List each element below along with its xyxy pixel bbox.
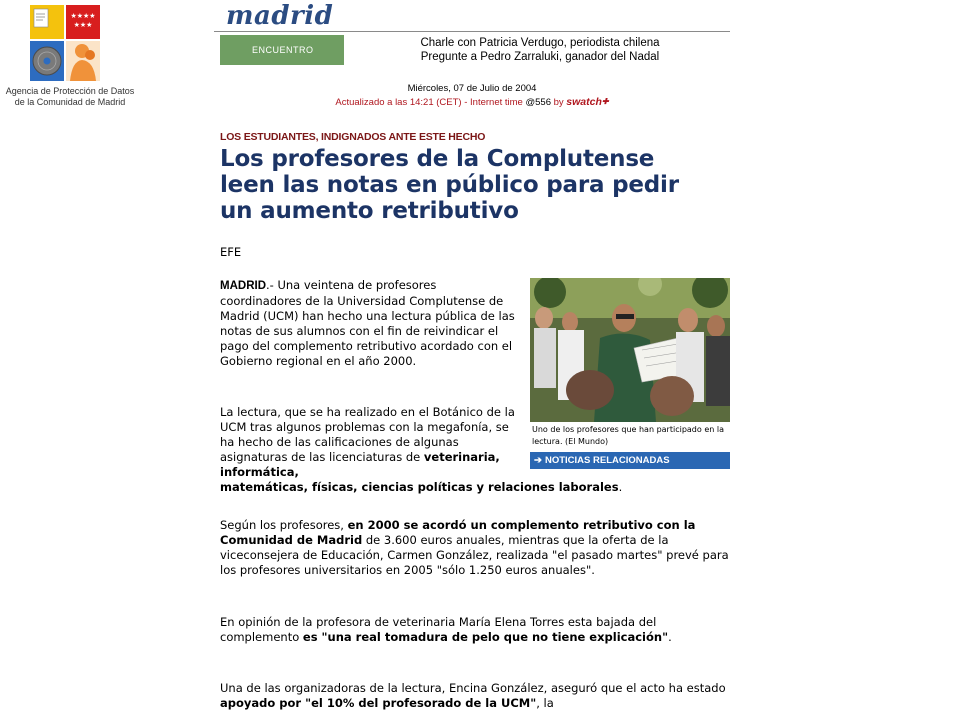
internet-time: @556 — [525, 97, 551, 108]
paragraph-3-text-2: de 3.600 euros anuales, mientras que la oferta de la viceconsejera de Educación, Carmen González, realizada "el pasado martes" prevé para los profesores universitarios en 2005 "sólo 1.250 euros anuales". — [220, 533, 729, 577]
paragraph-3-bold: en 2000 se acordó un complemento retributivo con la Comunidad de Madrid — [220, 518, 696, 547]
paragraph-2-narrow — [220, 405, 522, 480]
promo-link-2[interactable]: Pregunte a Pedro Zarraluki, ganador del Nadal — [420, 51, 660, 63]
agency-name-line-1: Agencia de Protección de Datos — [5, 86, 135, 96]
article-paragraph-3 — [220, 518, 732, 578]
related-news-label: NOTICIAS RELACIONADAS — [544, 455, 670, 466]
paragraph-2-bold-2: matemáticas, físicas, ciencias políticas y relaciones laborales — [220, 480, 619, 494]
article-photo[interactable] — [530, 278, 730, 422]
agency-logo-icon — [30, 5, 100, 83]
dateline — [214, 82, 730, 109]
paragraph-2-end: . — [618, 480, 623, 494]
paragraph-1-text: .- Una veintena de profesores coordinadores de la Universidad Complutense de Madrid (UCM) han hecho una lectura pública de las notas de sus alumnos con el fin de reivindicar el pago del complemento retributivo acordado con el Gobierno regional en el año 2000. — [220, 278, 515, 368]
paragraph-4-bold: es "una real tomadura de pelo que no tiene explicación" — [302, 630, 669, 644]
paragraph-5-bold: apoyado por "el 10% del profesorado de la UCM" — [220, 696, 537, 710]
paragraph-5-text-1: Una de las organizadoras de la lectura, Encina González, aseguró que el acto ha estado — [220, 681, 726, 695]
dateline-city: MADRID — [220, 280, 266, 292]
promo-bar — [220, 35, 730, 65]
agency-name-line-2: de la Comunidad de Madrid — [14, 97, 126, 107]
arrow-right-icon: ➔ — [534, 455, 542, 466]
logo-document-shape — [34, 9, 48, 27]
swatch-logo[interactable]: swatch — [566, 96, 602, 108]
section-tag-encuentro[interactable]: ENCUENTRO — [220, 35, 344, 65]
agency-logo — [0, 0, 140, 115]
paragraph-3-text-1: Según los profesores, — [220, 518, 348, 532]
svg-text:★★★: ★★★ — [73, 21, 93, 29]
article-paragraph-4 — [220, 615, 732, 645]
article-headline — [220, 146, 730, 224]
article-kicker: LOS ESTUDIANTES, INDIGNADOS ANTE ESTE HECHO — [220, 131, 486, 143]
promo-links — [350, 36, 730, 64]
by-word: by — [550, 97, 567, 108]
paragraph-2-text: La lectura, que se ha realizado en el Botánico de la UCM tras algunos problemas con la megafonía, se ha hecho de las calificaciones de algunas asignaturas de las licenciaturas de — [220, 405, 515, 464]
paragraph-4-text-2: . — [668, 630, 672, 644]
article-paragraph-5 — [220, 681, 732, 711]
promo-link-1[interactable]: Charle con Patricia Verdugo, periodista chilena — [420, 37, 660, 49]
article-paragraph-1 — [220, 278, 518, 369]
masthead — [214, 0, 730, 32]
publication-date: Miércoles, 07 de Julio de 2004 — [407, 83, 537, 94]
headline-line-2: leen las notas en público para pedir — [220, 172, 679, 198]
paragraph-4-text-1: En opinión de la profesora de veterinaria María Elena Torres esta bajada del complemento — [220, 615, 657, 644]
article-paragraph-2 — [220, 405, 730, 495]
update-time-prefix: Actualizado a las 14:21 (CET) - Internet time — [335, 97, 526, 108]
masthead-logo[interactable]: madrid — [226, 1, 334, 31]
paragraph-2-bold-1: veterinaria, informática, — [220, 450, 500, 479]
agency-name — [0, 86, 140, 108]
article-byline: EFE — [220, 245, 242, 259]
article-page — [214, 0, 736, 720]
svg-text:★★★★: ★★★★ — [70, 12, 96, 20]
photo-caption: Uno de los profesores que han participado en la lectura. (El Mundo) — [532, 425, 724, 446]
paragraph-5-text-2: , la — [536, 696, 554, 710]
swatch-cross-icon: ✚ — [601, 97, 609, 106]
headline-line-1: Los profesores de la Complutense — [220, 146, 655, 172]
headline-line-3: un aumento retributivo — [220, 198, 519, 224]
update-time-line — [214, 95, 730, 109]
